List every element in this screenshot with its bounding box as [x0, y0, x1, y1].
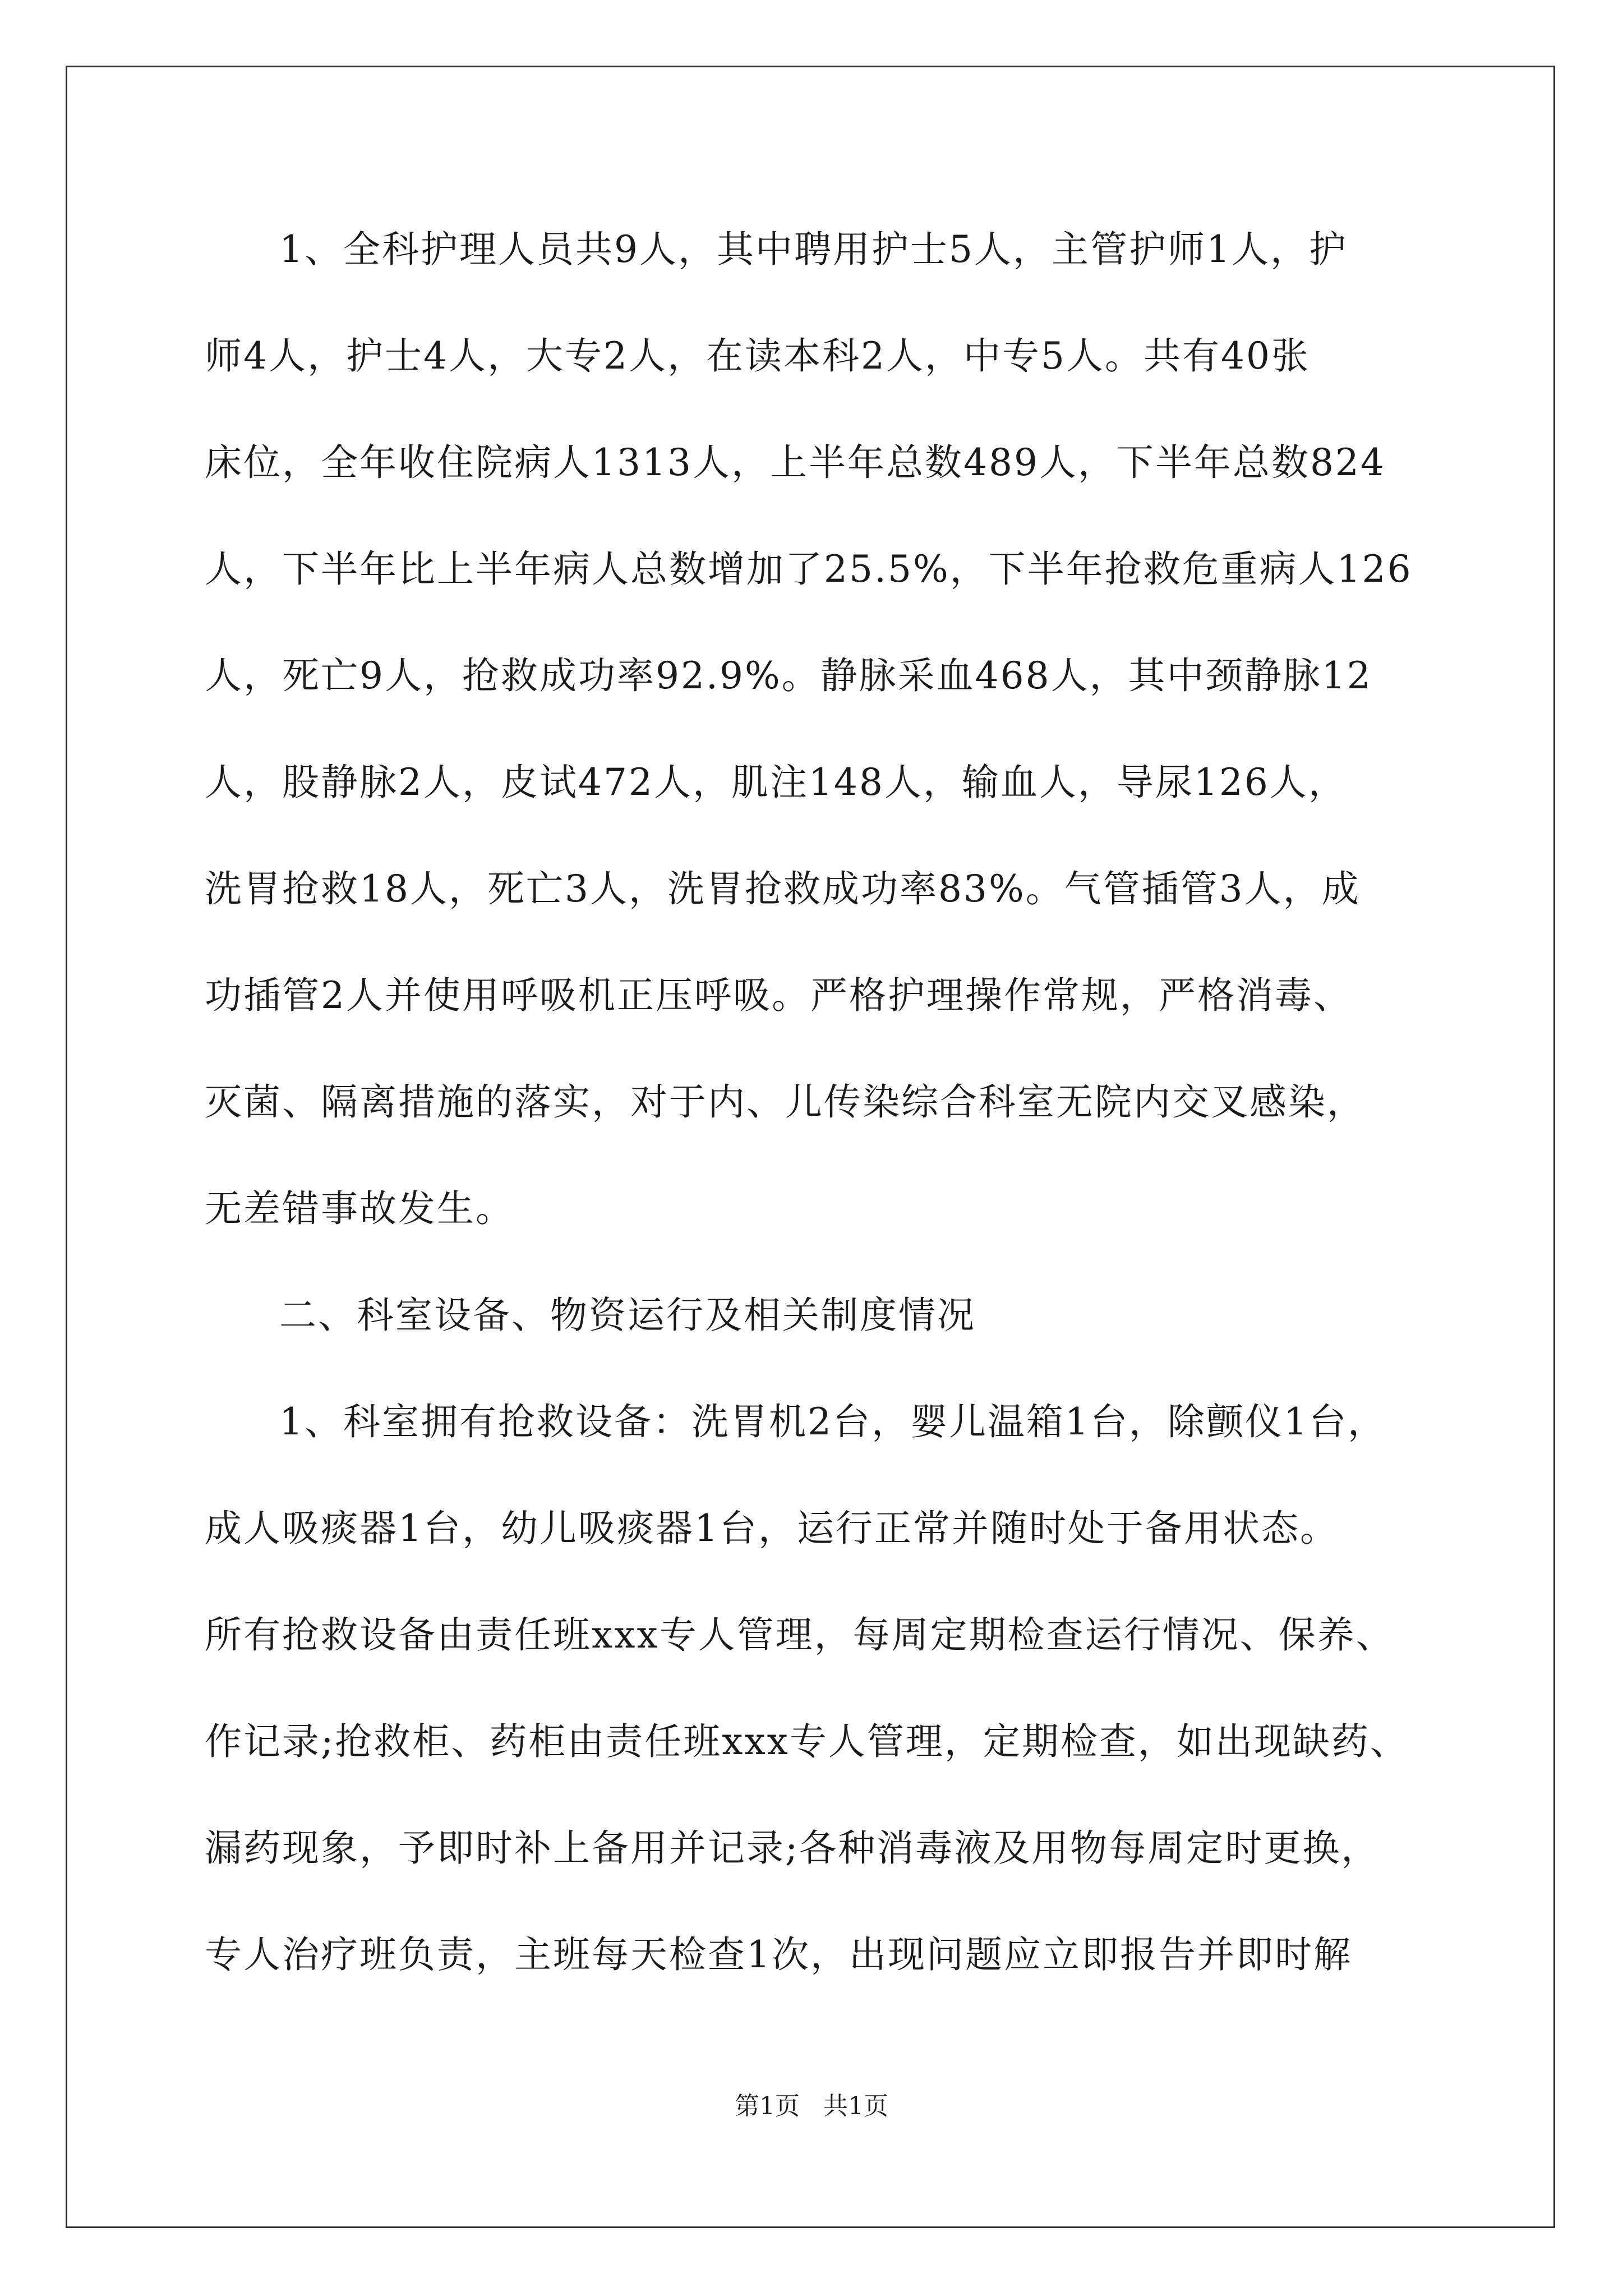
body-line-7: 洗胃抢救18人，死亡3人，洗胃抢救成功率83%。气管插管3人，成: [205, 867, 1361, 910]
body-line-6: 人，股静脉2人，皮试472人，肌注148人，输血人，导尿126人，: [205, 761, 1347, 804]
body-line-2: 师4人，护士4人，大专2人，在读本科2人，中专5人。共有40张: [205, 334, 1310, 378]
page-border: [66, 66, 1555, 2228]
body-line-9: 灭菌、隔离措施的落实，对于内、儿传染综合科室无院内交叉感染，: [205, 1080, 1366, 1124]
body-line-5: 人，死亡9人，抢救成功率92.9%。静脉采血468人，其中颈静脉12: [205, 654, 1372, 697]
page-footer: 第1页 共1页: [735, 2092, 888, 2120]
body-line-16: 漏药现象，予即时补上备用并记录;各种消毒液及用物每周定时更换，: [205, 1826, 1380, 1870]
body-line-1: 1、全科护理人员共9人，其中聘用护士5人，主管护师1人，护: [279, 228, 1348, 271]
body-line-3: 床位，全年收住院病人1313人，上半年总数489人，下半年总数824: [205, 441, 1386, 484]
body-line-10: 无差错事故发生。: [205, 1187, 514, 1230]
body-line-17: 专人治疗班负责，主班每天检查1次，出现问题应立即报告并即时解: [205, 1933, 1352, 1976]
section-heading: 二、科室设备、物资运行及相关制度情况: [279, 1294, 976, 1337]
body-line-14: 所有抢救设备由责任班xxx专人管理，每周定期检查运行情况、保养、: [205, 1613, 1395, 1657]
body-line-4: 人，下半年比上半年病人总数增加了25.5%，下半年抢救危重病人126: [205, 547, 1413, 591]
body-line-15: 作记录;抢救柜、药柜由责任班xxx专人管理，定期检查，如出现缺药、: [205, 1720, 1409, 1763]
body-line-12: 1、科室拥有抢救设备：洗胃机2台，婴儿温箱1台，除颤仪1台，: [279, 1400, 1386, 1443]
body-line-13: 成人吸痰器1台，幼儿吸痰器1台，运行正常并随时处于备用状态。: [205, 1507, 1339, 1550]
body-line-8: 功插管2人并使用呼吸机正压呼吸。严格护理操作常规，严格消毒、: [205, 974, 1352, 1017]
